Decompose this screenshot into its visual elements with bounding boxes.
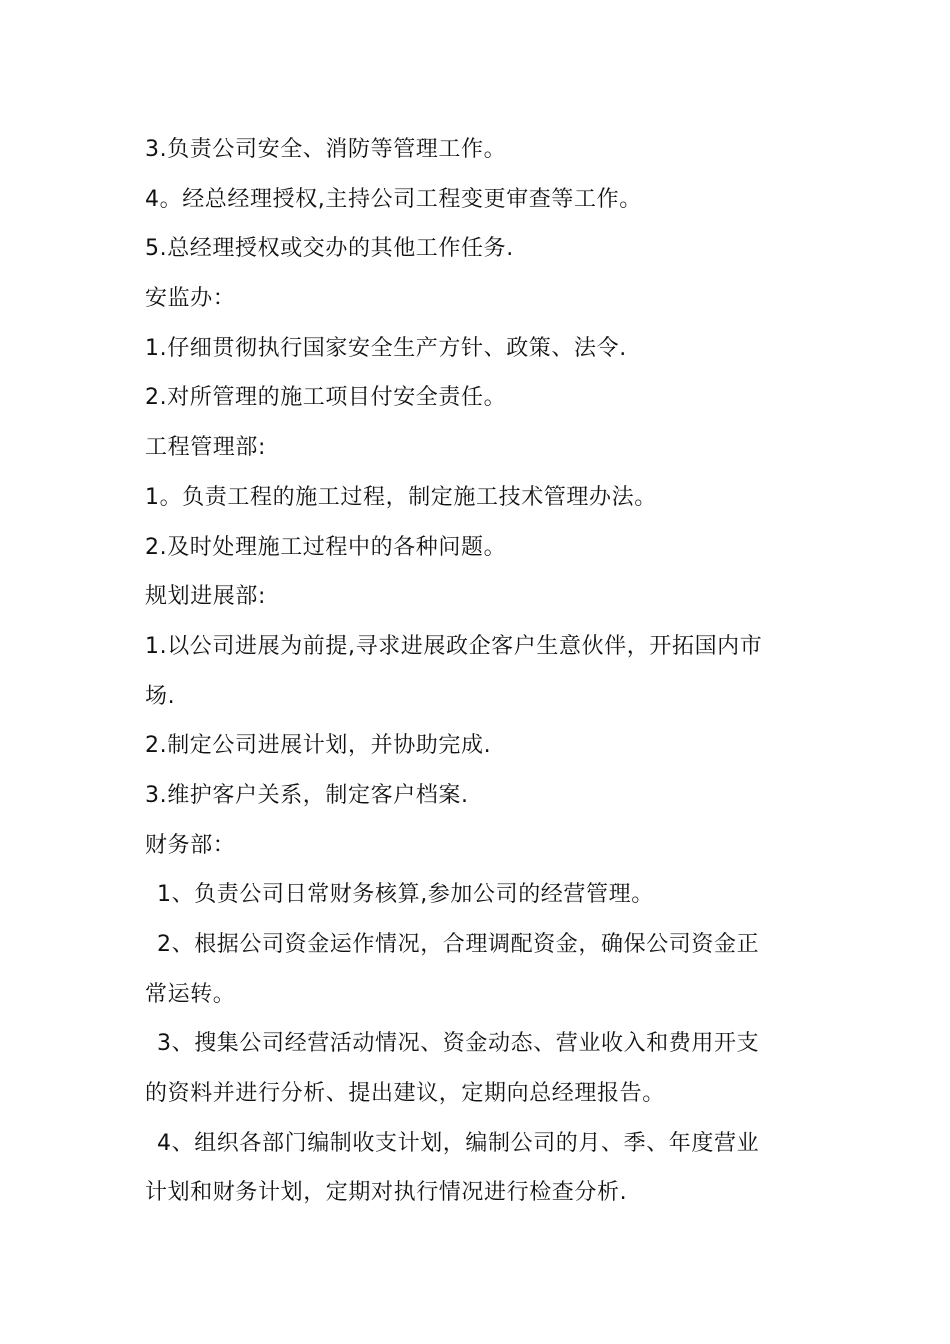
text-line-18: 常运转。 bbox=[145, 981, 236, 1007]
text-line-9: 2.及时处理施工过程中的各种问题。 bbox=[145, 534, 507, 560]
text-line-22: 计划和财务计划，定期对执行情况进行检查分析. bbox=[145, 1180, 628, 1206]
text-line-13: 2.制定公司进展计划，并协助完成. bbox=[145, 733, 492, 759]
text-line-12: 场. bbox=[145, 683, 176, 709]
text-line-21: 4、组织各部门编制收支计划，编制公司的月、季、年度营业 bbox=[157, 1130, 760, 1156]
text-line-19: 3、搜集公司经营活动情况、资金动态、营业收入和费用开支 bbox=[157, 1031, 760, 1057]
text-line-17: 2、根据公司资金运作情况，合理调配资金，确保公司资金正 bbox=[157, 932, 760, 957]
section-heading-engineering: 工程管理部: bbox=[145, 435, 267, 461]
text-line-5: 1.仔细贯彻执行国家安全生产方针、政策、法令. bbox=[145, 335, 627, 361]
section-heading-safety-office: 安监办： bbox=[145, 286, 236, 312]
text-line-14: 3.维护客户关系，制定客户档案. bbox=[145, 782, 469, 808]
text-line-2: 4。经总经理授权,主持公司工程变更审查等工作。 bbox=[145, 186, 642, 212]
text-line-6: 2.对所管理的施工项目付安全责任。 bbox=[145, 385, 507, 411]
section-heading-planning: 规划进展部: bbox=[145, 584, 267, 610]
text-line-20: 的资料并进行分析、提出建议，定期向总经理报告。 bbox=[145, 1081, 665, 1107]
section-heading-finance: 财务部： bbox=[145, 832, 236, 858]
text-line-16: 1、负责公司日常财务核算,参加公司的经营管理。 bbox=[157, 882, 654, 908]
text-line-11: 1.以公司进展为前提,寻求进展政企客户生意伙伴，开拓国内市 bbox=[145, 633, 763, 659]
document-body bbox=[145, 125, 810, 1218]
text-line-1: 3.负责公司安全、消防等管理工作。 bbox=[145, 137, 507, 162]
text-line-3: 5.总经理授权或交办的其他工作任务. bbox=[145, 236, 514, 262]
text-line-8: 1。负责工程的施工过程，制定施工技术管理办法。 bbox=[145, 484, 657, 510]
